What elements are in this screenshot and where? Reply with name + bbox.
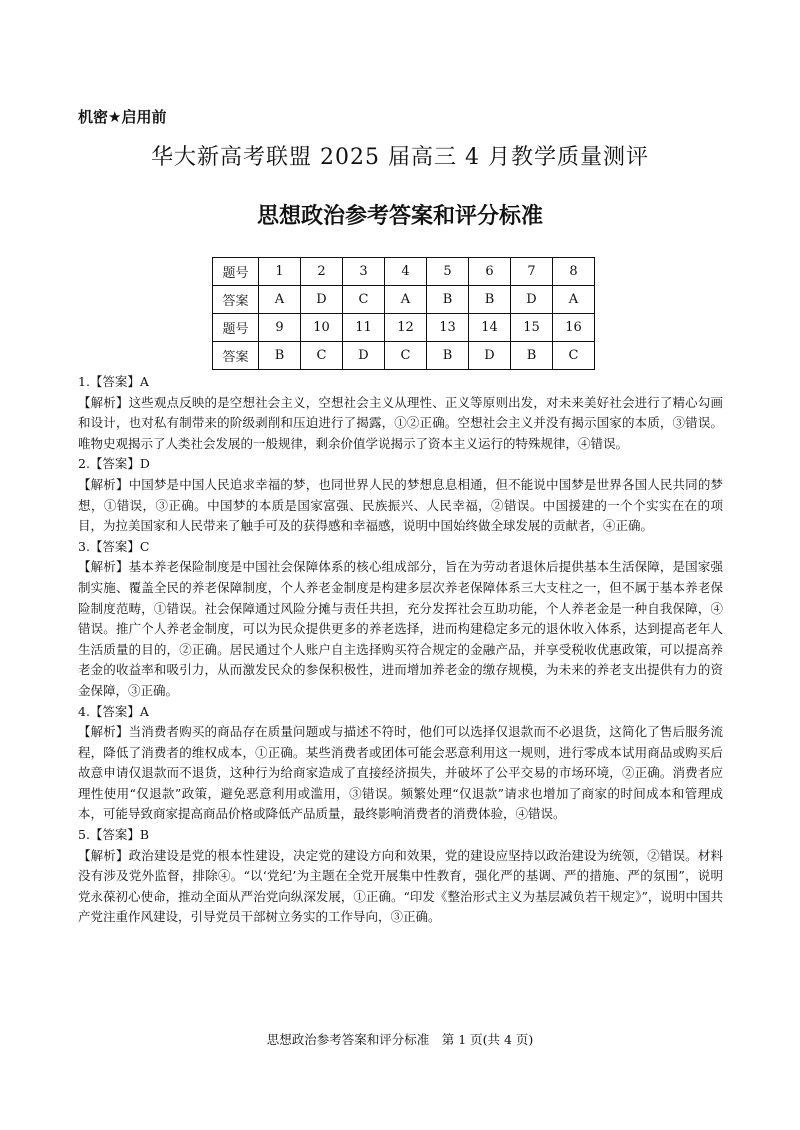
table-cell: D xyxy=(469,342,511,370)
question-explanation: 【解析】政治建设是党的根本性建设，决定党的建设方向和效果，党的建设应坚持以政治建设为统领，②错误。材料没有涉及党外监督，排除④。“以‘党纪’为主题在全党开展集中性教育，强化严的基调、严的措施、严的氛围”，说明党永葆初心使命，推动全面从严治党向纵深发展，①正确。“印发《整治形式主义为基层减负若干规定》”，说明中国共产党注重作风建设，引导党员干部树立务实的工作导向，③正确。 xyxy=(78,847,723,925)
answer-table xyxy=(212,257,595,370)
table-cell: 13 xyxy=(427,314,469,342)
table-cell: 16 xyxy=(553,314,595,342)
table-row xyxy=(213,342,595,370)
table-cell: B xyxy=(511,342,553,370)
question-answer: 2.【答案】D xyxy=(78,456,150,472)
table-cell: 8 xyxy=(553,258,595,286)
question-explanation: 【解析】中国梦是中国人民追求幸福的梦，也同世界人民的梦想息息相通，但不能说中国梦是世界各国人民共同的梦想，①错误，③正确。中国梦的本质是国家富强、民族振兴、人民幸福，②错误。中国援建的一个个实实在在的项目，为拉美国家和人民带来了触手可及的获得感和幸福感，说明中国始终做全球发展的贡献者，④正确。 xyxy=(78,476,723,534)
question-answer: 5.【答案】B xyxy=(78,827,150,843)
table-cell: D xyxy=(343,342,385,370)
table-cell: 9 xyxy=(259,314,301,342)
row-label: 题号 xyxy=(213,258,259,286)
page-subtitle: 思想政治参考答案和评分标准 xyxy=(256,204,543,229)
question-explanation: 【解析】这些观点反映的是空想社会主义，空想社会主义从理性、正义等原则出发，对未来美好社会进行了精心勾画和设计，也对私有制带来的阶级剥削和压迫进行了揭露，①②正确。空想社会主义并没有揭示国家的本质，③错误。唯物史观揭示了人类社会发展的一般规律，剩余价值学说揭示了资本主义运行的特殊规律，④错误。 xyxy=(78,394,723,451)
row-label: 答案 xyxy=(213,286,259,314)
table-cell: A xyxy=(259,286,301,314)
question-explanation: 【解析】当消费者购买的商品存在质量问题或与描述不符时，他们可以选择仅退款而不必退货，这简化了售后服务流程，降低了消费者的维权成本，①正确。某些消费者或团体可能会恶意利用这一规则，进行零成本试用商品或购买后故意申请仅退款而不退货，这种行为给商家造成了直接经济损失，并破坏了公平交易的市场环境，②正确。消费者应理性使用“仅退款”政策，避免恶意利用或滥用，③错误。频繁处理“仅退款”请求也增加了商家的时间成本和管理成本，可能导致商家提高商品价格或降低产品质量，最终影响消费者的消费体验，④错误。 xyxy=(78,724,723,822)
table-cell: 5 xyxy=(427,258,469,286)
table-cell: 15 xyxy=(511,314,553,342)
question-answer: 4.【答案】A xyxy=(78,703,149,719)
table-cell: 7 xyxy=(511,258,553,286)
answer-explanations xyxy=(78,372,723,928)
table-cell: 12 xyxy=(385,314,427,342)
table-cell: A xyxy=(553,286,595,314)
table-row xyxy=(213,314,595,342)
table-cell: 2 xyxy=(301,258,343,286)
table-cell: A xyxy=(385,286,427,314)
table-row xyxy=(213,258,595,286)
question-answer: 1.【答案】A xyxy=(78,374,149,389)
question-answer: 3.【答案】C xyxy=(78,538,150,554)
table-cell: C xyxy=(301,342,343,370)
table-cell: 3 xyxy=(343,258,385,286)
page-title: 华大新高考联盟 2025 届高三 4 月教学质量测评 xyxy=(151,145,649,170)
table-cell: B xyxy=(427,342,469,370)
table-cell: 1 xyxy=(259,258,301,286)
table-cell: B xyxy=(259,342,301,370)
table-cell: B xyxy=(427,286,469,314)
table-cell: C xyxy=(385,342,427,370)
table-cell: 11 xyxy=(343,314,385,342)
row-label: 答案 xyxy=(213,342,259,370)
table-cell: 4 xyxy=(385,258,427,286)
row-label: 题号 xyxy=(213,314,259,342)
table-cell: D xyxy=(301,286,343,314)
table-cell: 14 xyxy=(469,314,511,342)
table-cell: C xyxy=(343,286,385,314)
question-explanation: 【解析】基本养老保险制度是中国社会保障体系的核心组成部分，旨在为劳动者退休后提供基本生活保障，是国家强制实施、覆盖全民的养老保障制度，个人养老金制度是构建多层次养老保障体系三大支柱之一，但不属于基本养老保险制度范畴，①错误。社会保障通过风险分摊与责任共担，充分发挥社会互助功能，个人养老金是一种自我保障，④错误。推广个人养老金制度，可以为民众提供更多的养老选择，进而构建稳定多元的退休收入体系，达到提高老年人生活质量的目的，②正确。居民通过个人账户自主选择购买符合规定的金融产品，并享受税收优惠政策，可以提高养老金的收益率和吸引力，从而激发民众的参保积极性，进而增加养老金的缴存规模，为未来的养老支出提供有力的资金保障，③正确。 xyxy=(78,559,723,698)
page-footer: 思想政治参考答案和评分标准 第 1 页(共 4 页) xyxy=(266,1032,534,1047)
table-cell: 10 xyxy=(301,314,343,342)
table-cell: B xyxy=(469,286,511,314)
table-cell: 6 xyxy=(469,258,511,286)
table-row xyxy=(213,286,595,314)
table-cell: C xyxy=(553,342,595,370)
table-cell: D xyxy=(511,286,553,314)
confidential-label: 机密★启用前 xyxy=(78,108,167,126)
